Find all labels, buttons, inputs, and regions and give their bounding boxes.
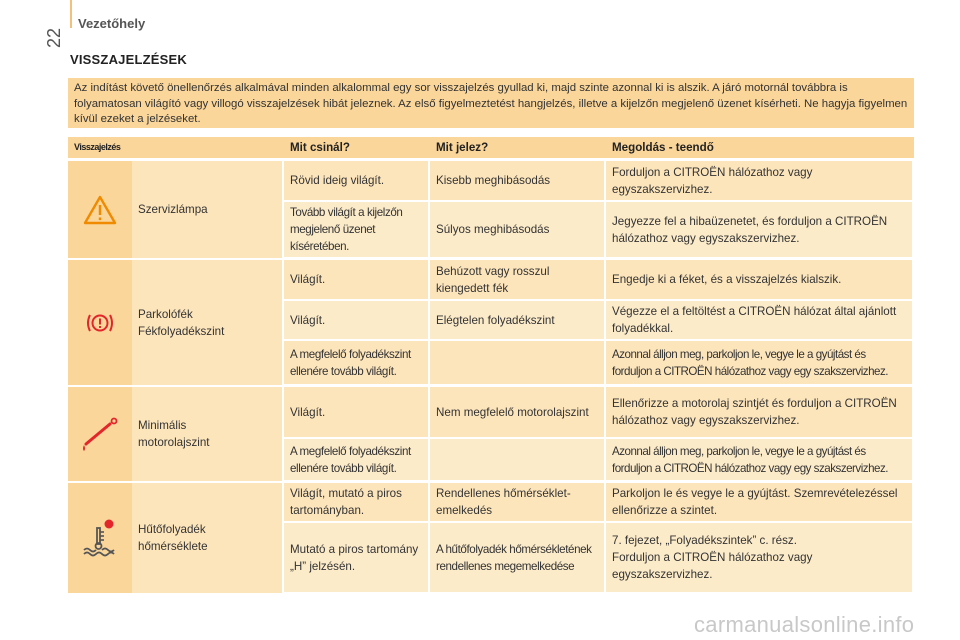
solution-line1: 7. fejezet, „Folyadékszintek” c. rész. <box>612 534 797 547</box>
column-header-solution: Megoldás - teendő <box>606 137 914 158</box>
cell-solution: Forduljon a CITROËN hálózathoz vagy egyszakszervizhez. <box>606 161 914 202</box>
cell-solution: Azonnal álljon meg, parkoljon le, vegye le a gyújtást és forduljon a CITROËN hálózathoz vagy egy szakszervizhez. <box>606 341 914 387</box>
header-accent-line <box>70 0 72 28</box>
table-row <box>68 260 914 301</box>
indicator-name <box>132 483 284 595</box>
column-header-means: Mit jelez? <box>430 137 606 158</box>
warning-triangle-icon <box>74 194 126 226</box>
chapter-title: Vezetőhely <box>78 16 146 31</box>
solution-line2: Forduljon a CITROËN hálózathoz vagy egyszakszervizhez. <box>612 551 813 581</box>
page-number: 22 <box>44 27 64 48</box>
section-title: VISSZAJELZÉSEK <box>70 52 187 67</box>
cell-solution: Azonnal álljon meg, parkoljon le, vegye le a gyújtást és forduljon a CITROËN hálózathoz vagy egy szakszervizhez. <box>606 439 914 483</box>
indicator-name <box>132 260 284 387</box>
cell-solution: Végezze el a feltöltést a CITROËN hálózat által ajánlott folyadékkal. <box>606 301 914 341</box>
coolant-indicator-cell <box>68 483 132 595</box>
cell-what: Világít, mutató a piros tartományban. <box>284 483 430 523</box>
table-header-row <box>68 137 914 158</box>
indicator-name-line2: motorolajszint <box>138 436 210 449</box>
column-header-name <box>132 137 284 158</box>
oil-can-icon <box>74 414 126 454</box>
watermark: carmanualsonline.info <box>694 612 915 637</box>
brake-warning-icon <box>74 311 126 335</box>
indicator-name <box>132 387 284 483</box>
table-row <box>68 161 914 202</box>
indicator-name-line1: Hűtőfolyadék <box>138 523 206 536</box>
indicator-name-line2: Fékfolyadékszint <box>138 324 225 338</box>
cell-means: Kisebb meghibásodás <box>430 161 606 202</box>
column-header-indicator: Visszajelzés <box>68 137 132 158</box>
cell-solution <box>606 523 914 595</box>
coolant-temperature-icon <box>74 516 126 560</box>
cell-what: A megfelelő folyadékszint ellenére tovább világít. <box>284 439 430 483</box>
cell-what: Tovább világít a kijelzőn megjelenő üzenet kíséretében. <box>284 202 430 260</box>
cell-solution: Ellenőrizze a motorolaj szintjét és forduljon a CITROËN hálózathoz vagy egyszakszervizhez. <box>606 387 914 439</box>
cell-means: Nem megfelelő motorolajszint <box>430 387 606 439</box>
cell-means: Súlyos meghibásodás <box>430 202 606 260</box>
cell-solution: Jegyezze fel a hibaüzenetet, és forduljon a CITROËN hálózathoz vagy egyszakszervizhez. <box>606 202 914 260</box>
oil-level-indicator-cell <box>68 387 132 483</box>
service-light-indicator-cell <box>68 161 132 260</box>
warning-lights-table <box>68 137 914 595</box>
cell-solution: Parkoljon le és vegye le a gyújtást. Szemrevételezéssel ellenőrizze a szintet. <box>606 483 914 523</box>
table-row <box>68 387 914 439</box>
indicator-name-line1: Parkolófék <box>138 307 193 321</box>
cell-solution: Engedje ki a féket, és a visszajelzés kialszik. <box>606 260 914 301</box>
cell-means <box>430 439 606 483</box>
cell-what: Világít. <box>284 387 430 439</box>
cell-what: Világít. <box>284 260 430 301</box>
indicator-name-line1: Minimális <box>138 419 187 432</box>
brake-indicator-cell <box>68 260 132 387</box>
indicator-name: Szervizlámpa <box>132 161 284 260</box>
column-header-what: Mit csinál? <box>284 137 430 158</box>
cell-means: Behúzott vagy rosszul kiengedett fék <box>430 260 606 301</box>
cell-means: A hűtőfolyadék hőmérsékletének rendellenes megemelkedése <box>430 523 606 595</box>
cell-what: Mutató a piros tartomány „H” jelzésén. <box>284 523 430 595</box>
indicator-name-line2: hőmérséklete <box>138 540 208 553</box>
cell-means: Rendellenes hőmérséklet-emelkedés <box>430 483 606 523</box>
cell-what: Rövid ideig világít. <box>284 161 430 202</box>
cell-what: Világít. <box>284 301 430 341</box>
cell-means: Elégtelen folyadékszint <box>430 301 606 341</box>
cell-means <box>430 341 606 387</box>
table-row <box>68 483 914 523</box>
intro-paragraph: Az indítást követő önellenőrzés alkalmával minden alkalommal egy sor visszajelzés gyullad ki, majd szinte azonnal ki is alszik. A járó motornál továbbra is folyamatosan világító vagy villogó visszajelzések hibát jeleznek. Az első figyelmeztetést hangjelzés, illetve a kijelzőn megjelenő üzenet kísérheti. Ne hagyja figyelmen kívül ezeket a jelzéseket. <box>68 78 914 128</box>
cell-what: A megfelelő folyadékszint ellenére tovább világít. <box>284 341 430 387</box>
